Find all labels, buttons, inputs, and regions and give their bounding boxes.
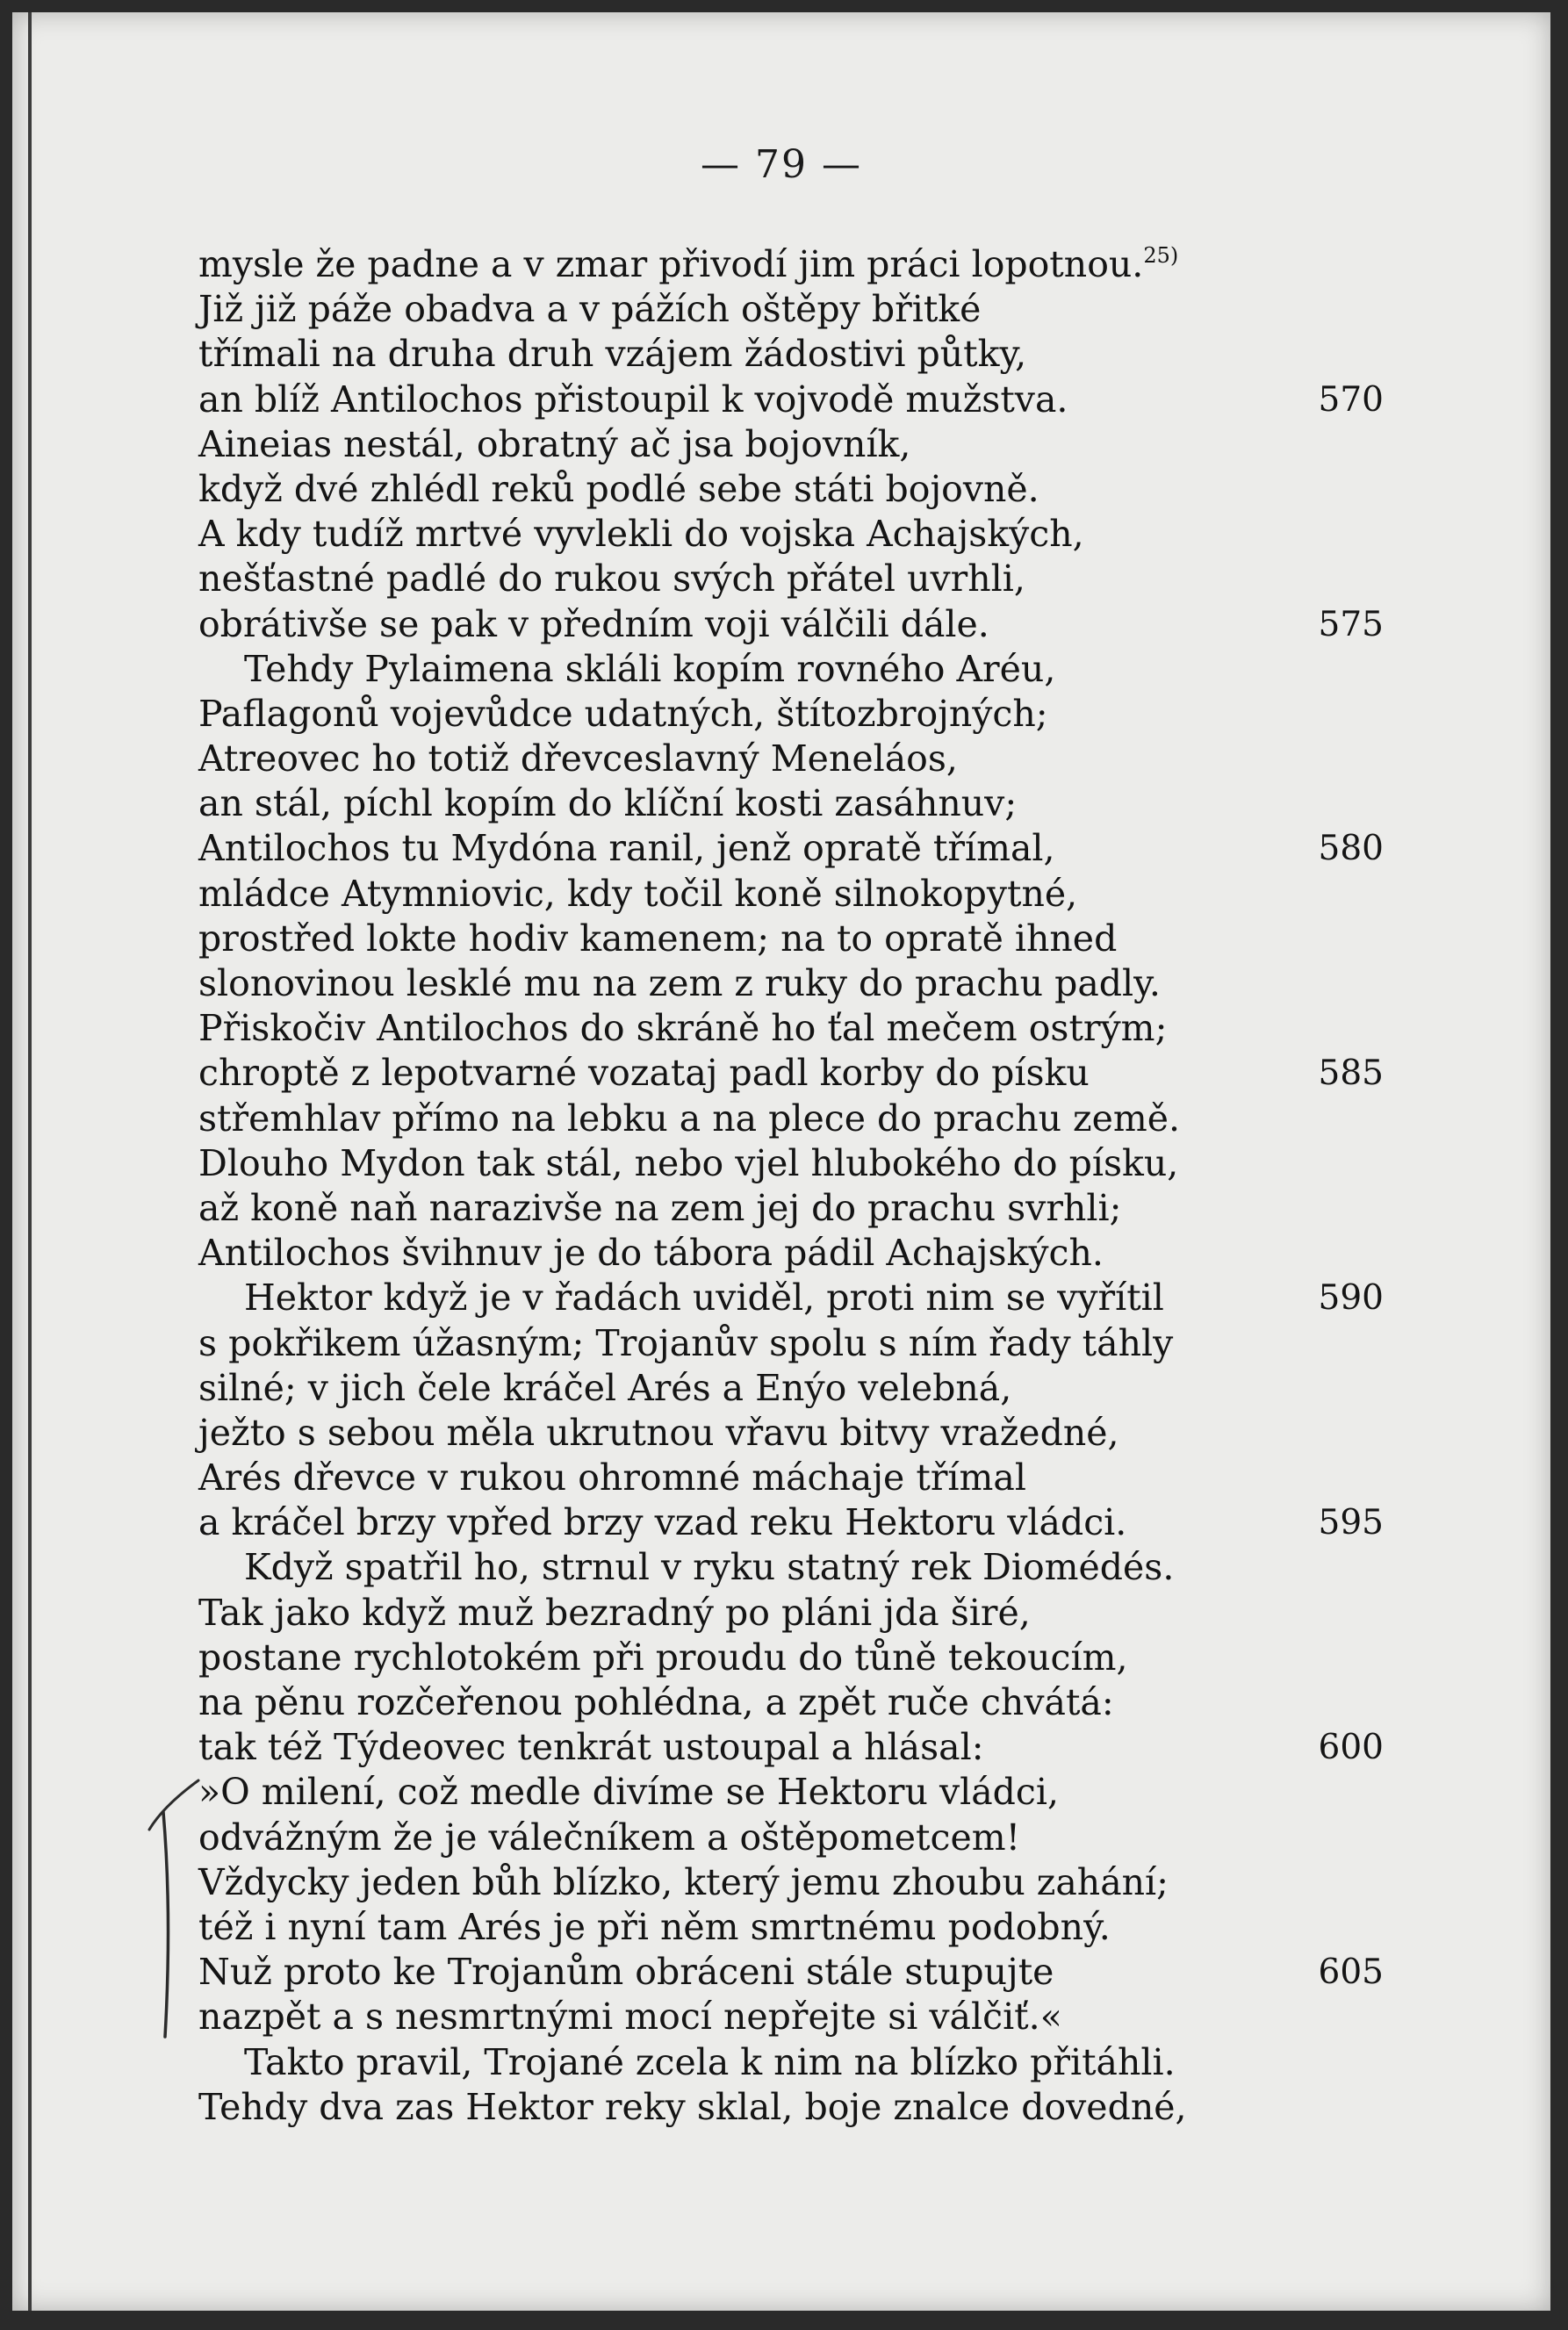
verse-line bbox=[198, 1186, 1384, 1231]
verse-text: Tehdy dva zas Hektor reky sklal, boje znalce dovedné, bbox=[198, 2085, 1187, 2128]
verse-line bbox=[198, 1051, 1384, 1096]
verse-line-number: 575 bbox=[1318, 604, 1384, 644]
verse-text: střemhlav přímo na lebku a na plece do prachu země. bbox=[198, 1097, 1181, 1140]
verse-text: an stál, píchl kopím do klíční kosti zasáhnuv; bbox=[198, 782, 1018, 825]
verse-text: Aineias nestál, obratný ač jsa bojovník, bbox=[198, 422, 911, 465]
verse-line bbox=[198, 557, 1384, 601]
verse-text: chroptě z lepotvarné vozataj padl korby do písku bbox=[198, 1052, 1090, 1095]
verse-line bbox=[198, 1321, 1384, 1366]
verse-text: mládce Atymniovic, kdy točil koně silnokopytné, bbox=[198, 872, 1078, 915]
verse-text: »O milení, což medle divíme se Hektoru vládci, bbox=[198, 1771, 1060, 1814]
verse-text: Vždycky jeden bůh blízko, který jemu zhoubu zahání; bbox=[198, 1860, 1169, 1903]
verse-text: postane rychlotokém při proudu do tůně tekoucím, bbox=[198, 1636, 1128, 1679]
poem-text bbox=[198, 242, 1384, 2130]
verse-text: mysle že padne a v zmar přivodí jim práci lopotnou. bbox=[198, 243, 1144, 285]
verse-line bbox=[198, 961, 1384, 1006]
verse-line bbox=[198, 1950, 1384, 1995]
verse-line-number: 585 bbox=[1318, 1054, 1384, 1094]
verse-text: obrátivše se pak v předním voji válčili dále. bbox=[198, 602, 989, 645]
verse-text: s pokřikem úžasným; Trojanův spolu s ním řady táhly bbox=[198, 1321, 1174, 1364]
verse-text: an blíž Antilochos přistoupil k vojvodě mužstva. bbox=[198, 378, 1068, 421]
verse-line bbox=[198, 737, 1384, 781]
verse-line bbox=[198, 1636, 1384, 1680]
verse-line bbox=[198, 1860, 1384, 1905]
verse-text: silné; v jich čele kráčel Arés a Enýo velebná, bbox=[198, 1366, 1012, 1409]
verse-text: odvážným že je válečníkem a oštěpometcem! bbox=[198, 1816, 1021, 1859]
verse-text: Takto pravil, Trojané zcela k nim na blízko přitáhli. bbox=[244, 2040, 1176, 2083]
verse-text: prostřed lokte hodiv kamenem; na to opratě ihned bbox=[198, 917, 1118, 960]
verse-text: Když spatřil ho, strnul v ryku statný rek Diomédés. bbox=[244, 1546, 1175, 1589]
verse-line-number: 580 bbox=[1318, 829, 1384, 869]
verse-line bbox=[198, 917, 1384, 961]
verse-line bbox=[198, 512, 1384, 557]
verse-line bbox=[198, 1006, 1384, 1051]
verse-text: Nuž proto ke Trojanům obráceni stále stupujte bbox=[198, 1951, 1054, 1994]
verse-line bbox=[198, 692, 1384, 737]
verse-text: slonovinou lesklé mu na zem z ruky do prachu padly. bbox=[198, 962, 1161, 1004]
verse-line bbox=[198, 826, 1384, 871]
verse-line bbox=[198, 1456, 1384, 1500]
verse-text: když dvé zhlédl reků podlé sebe státi bojovně. bbox=[198, 467, 1039, 510]
verse-text: nešťastné padlé do rukou svých přátel uvrhli, bbox=[198, 557, 1025, 600]
verse-line bbox=[198, 2085, 1384, 2130]
verse-line bbox=[198, 242, 1384, 287]
verse-line bbox=[198, 467, 1384, 512]
verse-line bbox=[198, 2040, 1384, 2085]
verse-text: na pěnu rozčeřenou pohlédna, a zpět ruče chvátá: bbox=[198, 1681, 1114, 1723]
verse-line bbox=[198, 1141, 1384, 1186]
verse-line-number: 570 bbox=[1318, 379, 1384, 420]
verse-text: až koně naň narazivše na zem jej do prachu svrhli; bbox=[198, 1186, 1122, 1229]
verse-line-number: 600 bbox=[1318, 1728, 1384, 1768]
verse-line bbox=[198, 332, 1384, 377]
verse-text: A kdy tudíž mrtvé vyvlekli do vojska Achajských, bbox=[198, 513, 1084, 556]
verse-line bbox=[198, 1231, 1384, 1276]
verse-line-number: 605 bbox=[1318, 1952, 1384, 1993]
verse-line bbox=[198, 602, 1384, 647]
verse-text: a kráčel brzy vpřed brzy vzad reku Hektoru vládci. bbox=[198, 1501, 1127, 1544]
verse-text: Tak jako když muž bezradný po pláni jda širé, bbox=[198, 1591, 1031, 1634]
verse-line-number: 590 bbox=[1318, 1278, 1384, 1319]
verse-line bbox=[198, 1366, 1384, 1411]
footnote-marker: 25) bbox=[1143, 243, 1179, 268]
verse-line bbox=[198, 1905, 1384, 1950]
verse-line bbox=[198, 1680, 1384, 1725]
verse-line bbox=[198, 647, 1384, 692]
verse-text: třímali na druha druh vzájem žádostivi půtky, bbox=[198, 333, 1027, 376]
verse-line bbox=[198, 1770, 1384, 1815]
page-number: — 79 — bbox=[701, 142, 862, 187]
page-edge-rule bbox=[28, 12, 32, 2311]
verse-line bbox=[198, 1276, 1384, 1320]
verse-line bbox=[198, 1411, 1384, 1456]
verse-text: Hektor když je v řadách uviděl, proti nim se vyřítil bbox=[244, 1276, 1164, 1320]
verse-text: ježto s sebou měla ukrutnou vřavu bitvy vražedné, bbox=[198, 1411, 1119, 1454]
verse-line bbox=[198, 1500, 1384, 1545]
verse-text: Arés dřevce v rukou ohromné máchaje třímal bbox=[198, 1456, 1026, 1499]
verse-line bbox=[198, 1725, 1384, 1770]
verse-text: nazpět a s nesmrtnými mocí nepřejte si válčiť.« bbox=[198, 1996, 1062, 2039]
pencil-margin-mark-icon bbox=[144, 1777, 205, 2040]
verse-line bbox=[198, 872, 1384, 917]
verse-line bbox=[198, 378, 1384, 422]
verse-text: Již již páže obadva a v pážích oštěpy břitké bbox=[198, 288, 982, 331]
verse-text: Antilochos tu Mydóna ranil, jenž opratě třímal, bbox=[198, 827, 1055, 870]
verse-line bbox=[198, 1995, 1384, 2039]
verse-text: tak též Týdeovec tenkrát ustoupal a hlásal: bbox=[198, 1726, 984, 1769]
verse-line bbox=[198, 1816, 1384, 1860]
verse-line bbox=[198, 422, 1384, 467]
verse-text: Antilochos švihnuv je do tábora pádil Achajských. bbox=[198, 1232, 1104, 1275]
book-page bbox=[12, 12, 1550, 2311]
verse-line bbox=[198, 1097, 1384, 1141]
verse-line bbox=[198, 781, 1384, 826]
verse-text: Dlouho Mydon tak stál, nebo vjel hlubokého do písku, bbox=[198, 1141, 1179, 1184]
verse-text: Přiskočiv Antilochos do skráně ho ťal mečem ostrým; bbox=[198, 1007, 1168, 1050]
verse-line bbox=[198, 1591, 1384, 1636]
verse-line bbox=[198, 287, 1384, 332]
verse-text: Paflagonů vojevůdce udatných, štítozbrojných; bbox=[198, 692, 1048, 735]
verse-text: též i nyní tam Arés je při něm smrtnému podobný. bbox=[198, 1905, 1111, 1948]
verse-text: Atreovec ho totiž dřevceslavný Meneláos, bbox=[198, 737, 958, 780]
verse-line-number: 595 bbox=[1318, 1503, 1384, 1543]
verse-line bbox=[198, 1545, 1384, 1590]
verse-text: Tehdy Pylaimena skláli kopím rovného Aréu, bbox=[244, 647, 1056, 690]
